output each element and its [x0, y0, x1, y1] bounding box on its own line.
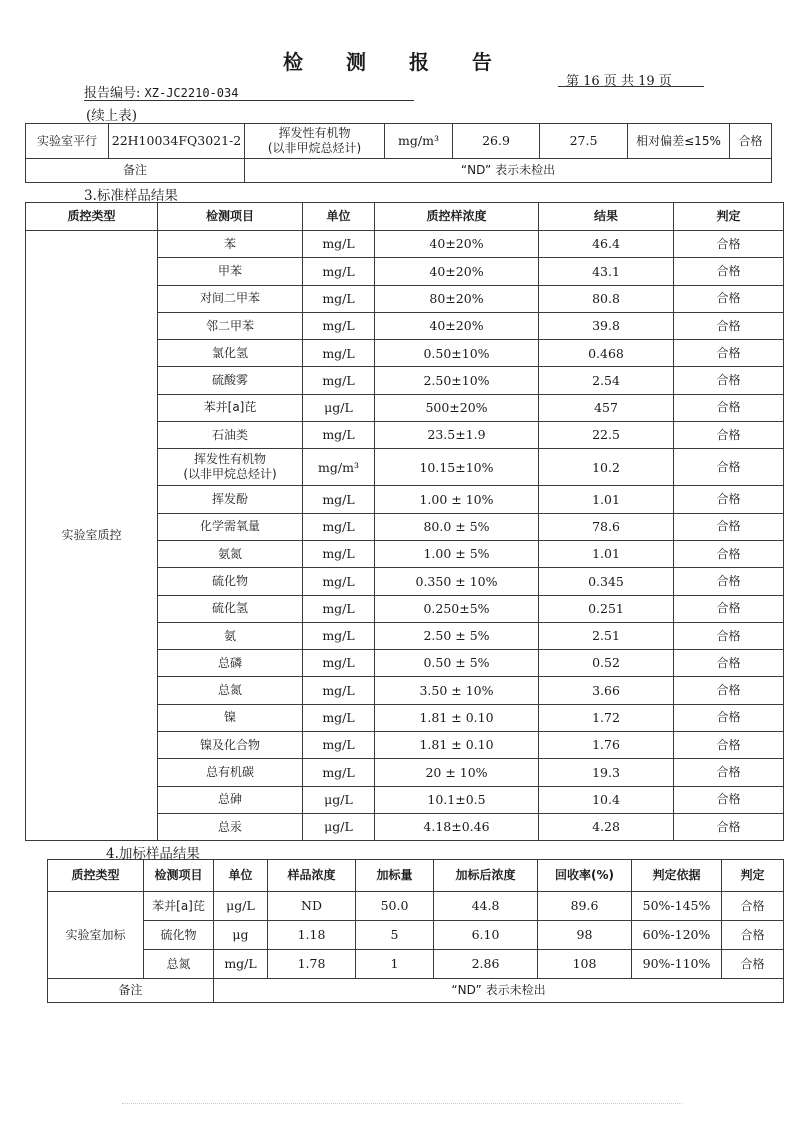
test-item-name: 硫化物: [211, 573, 248, 588]
unit: mg/L: [303, 231, 375, 258]
result: 1.01: [539, 486, 674, 513]
spiked-header-row: [48, 860, 784, 892]
spiked-col-recovery: 回收率(%): [538, 860, 632, 892]
unit: mg/L: [303, 340, 375, 367]
verdict: 合格: [674, 486, 784, 513]
qc-concentration: 80.0 ± 5%: [375, 513, 539, 540]
result: 0.468: [539, 340, 674, 367]
verdict: 合格: [722, 921, 784, 950]
test-item: [158, 422, 303, 449]
result: 1.01: [539, 540, 674, 567]
spiked-remark-label: 备注: [48, 979, 214, 1003]
test-item: [158, 732, 303, 759]
unit: mg/L: [303, 759, 375, 786]
test-item: [158, 394, 303, 421]
parallel-row: [26, 124, 772, 159]
qc-concentration: 2.50±10%: [375, 367, 539, 394]
test-item: [158, 340, 303, 367]
result: 0.52: [539, 650, 674, 677]
added-amount: 50.0: [356, 892, 434, 921]
verdict: 合格: [674, 568, 784, 595]
after-concentration: 2.86: [434, 950, 538, 979]
qc-concentration: 23.5±1.9: [375, 422, 539, 449]
result: 4.28: [539, 813, 674, 840]
qc-concentration: 4.18±0.46: [375, 813, 539, 840]
spiked-col-test-item: 检测项目: [144, 860, 214, 892]
verdict: 合格: [674, 394, 784, 421]
test-item-name: 总砷: [217, 792, 242, 807]
group-label: 实验室质控: [26, 231, 158, 841]
test-item: [158, 704, 303, 731]
parallel-sample: 22H10034FQ3021-2: [109, 124, 245, 159]
test-item-name: 镍及化合物: [199, 737, 260, 752]
spiked-col-basis: 判定依据: [632, 860, 722, 892]
test-item: [158, 258, 303, 285]
spiked-col-verdict: 判定: [722, 860, 784, 892]
parallel-verdict: 合格: [730, 124, 772, 159]
parallel-criterion: 相对偏差≤15%: [628, 124, 730, 159]
qc-concentration: 0.350 ± 10%: [375, 568, 539, 595]
spiked-table: [47, 859, 784, 1003]
unit: mg/L: [303, 513, 375, 540]
verdict: 合格: [674, 367, 784, 394]
spiked-col-sample-conc: 样品浓度: [268, 860, 356, 892]
unit: mg/L: [214, 950, 268, 979]
test-item: [158, 486, 303, 513]
qc-concentration: 0.50 ± 5%: [375, 650, 539, 677]
table-row: [48, 950, 784, 979]
qc-concentration: 40±20%: [375, 312, 539, 339]
verdict: 合格: [674, 285, 784, 312]
standard-header-row: [26, 203, 784, 231]
spiked-col-unit: 单位: [214, 860, 268, 892]
test-item-name: 总有机碳: [205, 764, 254, 779]
test-item: 硫化物: [144, 921, 214, 950]
added-amount: 1: [356, 950, 434, 979]
result: 457: [539, 394, 674, 421]
result: 22.5: [539, 422, 674, 449]
qc-concentration: 40±20%: [375, 258, 539, 285]
verdict: 合格: [674, 677, 784, 704]
verdict: 合格: [674, 422, 784, 449]
test-item-name: 挥发性有机物: [193, 452, 266, 467]
result: 2.54: [539, 367, 674, 394]
test-item-name: 硫化氢: [211, 601, 248, 616]
table-row: [48, 921, 784, 950]
parallel-value2: 27.5: [540, 124, 628, 159]
verdict: 合格: [722, 892, 784, 921]
recovery-rate: 108: [538, 950, 632, 979]
criterion: 90%-110%: [632, 950, 722, 979]
qc-concentration: 3.50 ± 10%: [375, 677, 539, 704]
unit: μg/L: [214, 892, 268, 921]
test-item: [158, 622, 303, 649]
test-item: [158, 650, 303, 677]
result: 10.4: [539, 786, 674, 813]
test-item-name: 甲苯: [217, 263, 242, 278]
test-item: [158, 367, 303, 394]
header-underline: [84, 100, 414, 101]
spiked-col-after: 加标后浓度: [434, 860, 538, 892]
page-number-underline: [558, 86, 704, 87]
result: 19.3: [539, 759, 674, 786]
unit: mg/L: [303, 312, 375, 339]
test-item: 苯并[a]芘: [144, 892, 214, 921]
col-result: 结果: [539, 203, 674, 231]
qc-concentration: 0.250±5%: [375, 595, 539, 622]
table-row: [48, 892, 784, 921]
col-verdict: 判定: [674, 203, 784, 231]
result: 2.51: [539, 622, 674, 649]
qc-concentration: 1.00 ± 10%: [375, 486, 539, 513]
qc-concentration: 10.15±10%: [375, 449, 539, 486]
test-item-name: 镍: [223, 710, 236, 725]
page-footer-dots: [122, 1103, 682, 1104]
qc-concentration: 0.50±10%: [375, 340, 539, 367]
sample-concentration: ND: [268, 892, 356, 921]
test-item: [158, 813, 303, 840]
spiked-col-added: 加标量: [356, 860, 434, 892]
unit: μg/L: [303, 813, 375, 840]
verdict: 合格: [674, 786, 784, 813]
test-item-name: 氨: [223, 628, 236, 643]
test-item: [158, 540, 303, 567]
added-amount: 5: [356, 921, 434, 950]
unit: mg/m³: [303, 449, 375, 486]
spiked-caption: 4.加标样品结果: [106, 846, 200, 862]
unit: mg/L: [303, 568, 375, 595]
recovery-rate: 89.6: [538, 892, 632, 921]
result: 3.66: [539, 677, 674, 704]
verdict: 合格: [674, 513, 784, 540]
spiked-remark-row: [48, 979, 784, 1003]
spiked-remark-text: “ND” 表示未检出: [214, 979, 784, 1003]
unit: mg/L: [303, 650, 375, 677]
qc-concentration: 2.50 ± 5%: [375, 622, 539, 649]
col-test-item: 检测项目: [158, 203, 303, 231]
test-item: [158, 449, 303, 486]
verdict: 合格: [722, 950, 784, 979]
verdict: 合格: [674, 340, 784, 367]
remark-label: 备注: [26, 159, 245, 183]
spiked-body: [48, 892, 784, 979]
verdict: 合格: [674, 813, 784, 840]
test-item-name: 硫酸雾: [211, 373, 248, 388]
parallel-unit: mg/m³: [385, 124, 453, 159]
test-item: [158, 677, 303, 704]
test-item-name: 总氮: [217, 683, 242, 698]
result: 46.4: [539, 231, 674, 258]
verdict: 合格: [674, 595, 784, 622]
test-item: [158, 786, 303, 813]
standard-body: [26, 231, 784, 841]
standard-caption: 3.标准样品结果: [84, 188, 178, 204]
qc-concentration: 10.1±0.5: [375, 786, 539, 813]
test-item-note: (以非甲烷总烃计): [183, 467, 277, 482]
parallel-table: [25, 123, 772, 183]
qc-concentration: 1.00 ± 5%: [375, 540, 539, 567]
test-item-name: 总汞: [217, 819, 242, 834]
unit: mg/L: [303, 677, 375, 704]
unit: μg: [214, 921, 268, 950]
standard-table: [25, 202, 784, 841]
after-concentration: 6.10: [434, 921, 538, 950]
unit: mg/L: [303, 285, 375, 312]
unit: mg/L: [303, 367, 375, 394]
criterion: 60%-120%: [632, 921, 722, 950]
result: 43.1: [539, 258, 674, 285]
result: 78.6: [539, 513, 674, 540]
test-item-name: 化学需氧量: [199, 519, 260, 534]
verdict: 合格: [674, 540, 784, 567]
test-item: [158, 312, 303, 339]
parallel-type: 实验室平行: [26, 124, 109, 159]
test-item: [158, 759, 303, 786]
test-item-name: 苯并[a]芘: [203, 400, 257, 415]
sample-concentration: 1.78: [268, 950, 356, 979]
test-item: [158, 513, 303, 540]
result: 0.345: [539, 568, 674, 595]
report-number: [84, 82, 238, 101]
col-qc-concentration: 质控样浓度: [375, 203, 539, 231]
result: 0.251: [539, 595, 674, 622]
unit: mg/L: [303, 704, 375, 731]
unit: mg/L: [303, 486, 375, 513]
verdict: 合格: [674, 312, 784, 339]
unit: μg/L: [303, 786, 375, 813]
result: 39.8: [539, 312, 674, 339]
test-item: [158, 285, 303, 312]
verdict: 合格: [674, 759, 784, 786]
result: 1.72: [539, 704, 674, 731]
qc-concentration: 40±20%: [375, 231, 539, 258]
parallel-item-line1: 挥发性有机物: [278, 126, 351, 140]
unit: mg/L: [303, 422, 375, 449]
verdict: 合格: [674, 732, 784, 759]
test-item-name: 总磷: [217, 655, 242, 670]
qc-concentration: 500±20%: [375, 394, 539, 421]
verdict: 合格: [674, 231, 784, 258]
test-item: [158, 568, 303, 595]
table-row: [26, 231, 784, 258]
remark-text: “ND” 表示未检出: [245, 159, 772, 183]
verdict: 合格: [674, 449, 784, 486]
test-item-name: 苯: [223, 236, 236, 251]
qc-concentration: 1.81 ± 0.10: [375, 704, 539, 731]
unit: mg/L: [303, 595, 375, 622]
verdict: 合格: [674, 704, 784, 731]
unit: μg/L: [303, 394, 375, 421]
col-unit: 单位: [303, 203, 375, 231]
verdict: 合格: [674, 622, 784, 649]
test-item-name: 石油类: [211, 427, 248, 442]
continued-caption: (续上表): [86, 108, 138, 124]
parallel-item: [245, 124, 385, 159]
criterion: 50%-145%: [632, 892, 722, 921]
verdict: 合格: [674, 650, 784, 677]
test-item-name: 邻二甲苯: [205, 318, 254, 333]
parallel-value1: 26.9: [453, 124, 540, 159]
sample-concentration: 1.18: [268, 921, 356, 950]
test-item: [158, 595, 303, 622]
unit: mg/L: [303, 622, 375, 649]
result: 10.2: [539, 449, 674, 486]
group-label: 实验室加标: [48, 892, 144, 979]
report-title: 检 测 报 告: [283, 50, 510, 74]
page-number: 第 16 页 共 19 页: [566, 74, 672, 89]
test-item-name: 挥发酚: [211, 492, 248, 507]
test-item: [158, 231, 303, 258]
test-item-name: 氯化氢: [211, 345, 248, 360]
unit: mg/L: [303, 540, 375, 567]
result: 80.8: [539, 285, 674, 312]
recovery-rate: 98: [538, 921, 632, 950]
col-qc-type: 质控类型: [26, 203, 158, 231]
report-number-value: XZ-JC2210-034: [144, 86, 239, 100]
qc-concentration: 1.81 ± 0.10: [375, 732, 539, 759]
verdict: 合格: [674, 258, 784, 285]
spiked-col-qc-type: 质控类型: [48, 860, 144, 892]
report-number-label: 报告编号:: [84, 86, 141, 101]
qc-concentration: 20 ± 10%: [375, 759, 539, 786]
parallel-item-line2: (以非甲烷总烃计): [267, 141, 362, 155]
result: 1.76: [539, 732, 674, 759]
test-item-name: 氨氮: [217, 546, 242, 561]
after-concentration: 44.8: [434, 892, 538, 921]
parallel-remark-row: [26, 159, 772, 183]
unit: mg/L: [303, 258, 375, 285]
unit: mg/L: [303, 732, 375, 759]
test-item-name: 对间二甲苯: [199, 291, 260, 306]
test-item: 总氮: [144, 950, 214, 979]
qc-concentration: 80±20%: [375, 285, 539, 312]
